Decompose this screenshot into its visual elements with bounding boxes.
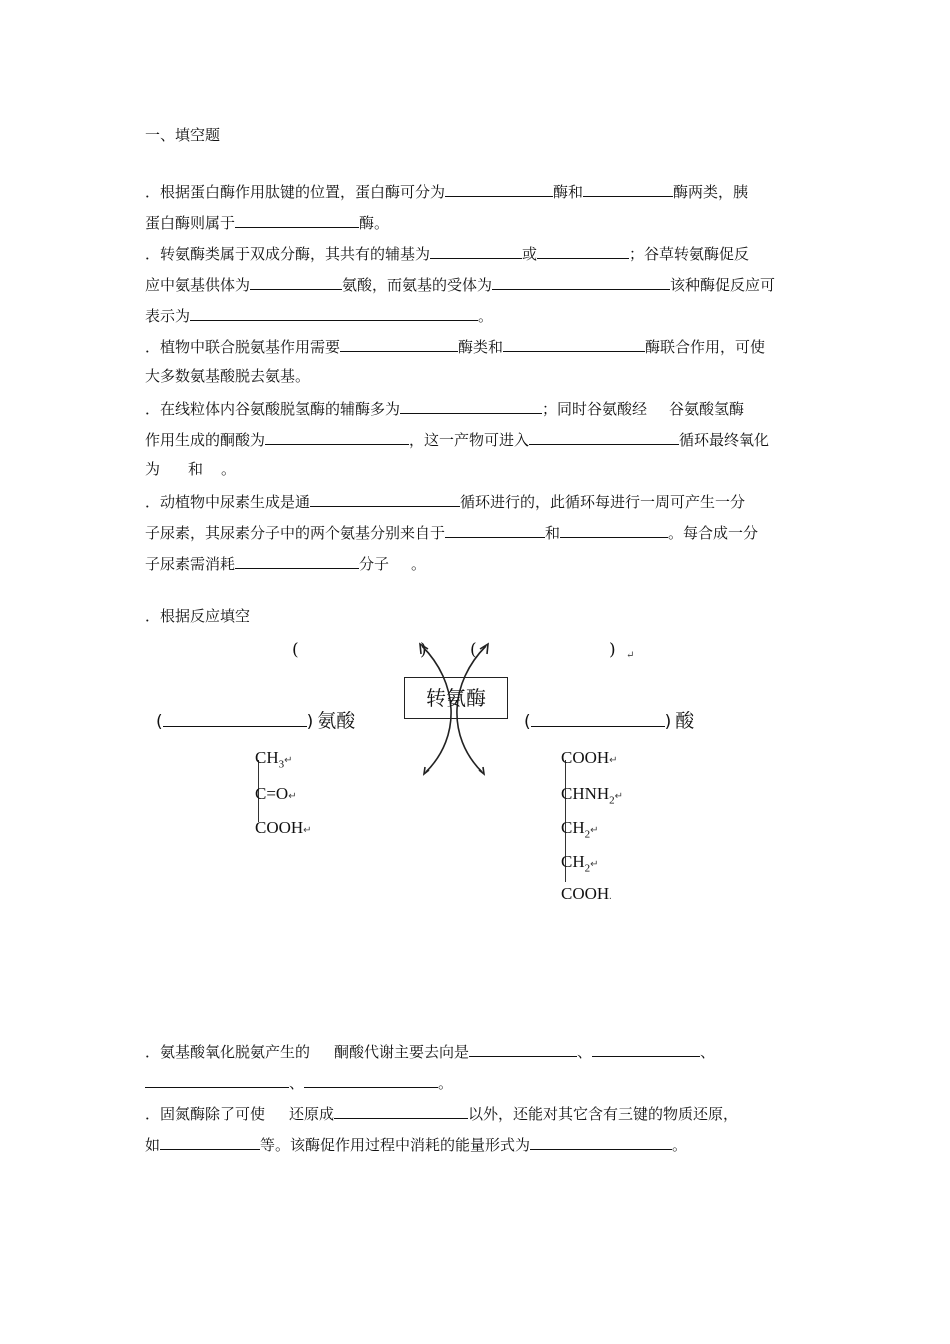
q2-blank-4[interactable] (492, 273, 670, 290)
left-reactant-blank[interactable] (163, 708, 307, 727)
section-title: 一、填空题 (145, 126, 221, 144)
q4-text-c: 谷氨酸氢酶 (669, 400, 745, 418)
q3-text-c: 酶联合作用，可使 (645, 338, 766, 356)
q2-blank-2[interactable] (537, 242, 629, 259)
q7-blank-3[interactable] (145, 1071, 289, 1088)
q6-text-a: ．根据反应填空 (145, 607, 251, 625)
left-formula-line-2: C=O↵ (255, 784, 297, 803)
q2-line-3 (145, 304, 815, 327)
q7-text-d: 、 (700, 1043, 716, 1061)
right-product-blank[interactable] (531, 708, 665, 727)
q8-line-1 (145, 1102, 815, 1125)
q1-blank-2[interactable] (583, 180, 673, 197)
q8-text-a: ．固氮酶除了可使 (145, 1105, 266, 1123)
q8-text-b: 还原成 (289, 1105, 335, 1123)
q8-blank-1[interactable] (334, 1102, 468, 1119)
q1-blank-3[interactable] (235, 211, 359, 228)
right-formula-line-3: $CH_2↵$ (561, 818, 599, 841)
q8-line-2 (145, 1133, 815, 1156)
q5-text-e: 。每合成一分 (668, 524, 759, 542)
q7-blank-1[interactable] (469, 1040, 577, 1057)
q2-text-d: 应中氨基供体为 (145, 276, 251, 294)
q2-line-2 (145, 273, 815, 296)
q2-blank-3[interactable] (250, 273, 342, 290)
q1-blank-1[interactable] (445, 180, 553, 197)
q1-text-e: 酶。 (359, 214, 390, 232)
q8-text-c: 以外，还能对其它含有三键的物质还原， (468, 1105, 739, 1123)
q4-blank-2[interactable] (265, 428, 409, 445)
q7-text-e: 、 (289, 1074, 305, 1092)
q5-text-h: 。 (411, 555, 427, 573)
q3-text-d: 大多数氨基酸脱去氨基。 (145, 367, 311, 385)
q7-blank-2[interactable] (592, 1040, 700, 1057)
left-paren-close: ) (306, 712, 314, 732)
q1-text-c: 酶两类，胰 (673, 183, 749, 201)
right-suffix: 酸 (675, 710, 695, 732)
q5-blank-3[interactable] (560, 521, 668, 538)
q1-text-a: ．根据蛋白酶作用肽键的位置，蛋白酶可分为 (145, 183, 446, 201)
q4-text-b: ；同时谷氨酸经 (542, 400, 648, 418)
q5-text-d: 和 (545, 524, 561, 542)
q8-blank-2[interactable] (160, 1133, 260, 1150)
q7-text-b: 酮酸代谢主要去向是 (334, 1043, 470, 1061)
q2-blank-1[interactable] (430, 242, 522, 259)
top-left-paren-open: ( (292, 640, 299, 660)
return-mark-1: ↵ (626, 650, 635, 661)
q4-text-e: ，这一产物可进入 (409, 431, 530, 449)
q5-blank-4[interactable] (235, 552, 359, 569)
q2-line-1 (145, 242, 815, 265)
q2-blank-5[interactable] (190, 304, 478, 321)
q5-blank-1[interactable] (310, 490, 460, 507)
q2-text-c: ；谷草转氨酶促反 (629, 245, 750, 263)
left-formula-line-1: $CH_3↵$ (255, 748, 293, 771)
q1-text-b: 酶和 (553, 183, 584, 201)
left-reactant-label (156, 706, 355, 733)
top-left-paren-close: ) (420, 640, 427, 660)
q7-line-2 (145, 1071, 815, 1094)
q4-text-g: 为 (145, 460, 161, 478)
q8-text-e: 等。该酶促作用过程中消耗的能量形式为 (260, 1136, 531, 1154)
q2-text-a: ．转氨酶类属于双成分酶，其共有的辅基为 (145, 245, 431, 263)
q4-text-a: ．在线粒体内谷氨酸脱氢酶的辅酶多为 (145, 400, 401, 418)
right-product-label (524, 706, 694, 733)
q2-text-g: 表示为 (145, 307, 191, 325)
q3-blank-2[interactable] (503, 335, 645, 352)
q5-text-f: 子尿素需消耗 (145, 555, 236, 573)
q4-line-3 (145, 459, 815, 480)
enzyme-box: 转氨酶 (404, 677, 508, 719)
q5-line-1 (145, 490, 815, 513)
q2-text-h: 。 (478, 307, 494, 325)
q4-text-h: 和 (188, 460, 204, 478)
q4-line-2 (145, 428, 815, 451)
q5-line-3 (145, 552, 815, 575)
q5-text-a: ．动植物中尿素生成是通 (145, 493, 311, 511)
q3-blank-1[interactable] (340, 335, 458, 352)
right-formula-line-2: $CHNH_2↵$ (561, 784, 624, 807)
q4-blank-1[interactable] (400, 397, 542, 414)
q3-text-b: 酶类和 (458, 338, 504, 356)
q7-text-c: 、 (577, 1043, 593, 1061)
q8-text-d: 如 (145, 1136, 161, 1154)
q5-text-c: 子尿素，其尿素分子中的两个氨基分别来自于 (145, 524, 446, 542)
q6-line-1 (145, 606, 815, 627)
top-right-paren-close: ) (609, 640, 616, 660)
q7-text-f: 。 (438, 1074, 454, 1092)
q1-line-2 (145, 211, 815, 234)
q5-text-g: 分子 (359, 555, 390, 573)
q7-blank-4[interactable] (304, 1071, 438, 1088)
q2-text-f: 该种酶促反应可 (670, 276, 776, 294)
q5-text-b: 循环进行的，此循环每进行一周可产生一分 (460, 493, 746, 511)
q4-line-1 (145, 397, 815, 420)
q1-line-1 (145, 180, 815, 203)
top-right-paren-open: ( (470, 640, 477, 660)
q3-line-1 (145, 335, 815, 358)
q2-text-e: 氨酸，而氨基的受体为 (342, 276, 493, 294)
q4-blank-3[interactable] (529, 428, 679, 445)
q7-line-1 (145, 1040, 815, 1063)
q5-blank-2[interactable] (445, 521, 545, 538)
q3-text-a: ．植物中联合脱氨基作用需要 (145, 338, 341, 356)
right-paren-close: ) (664, 712, 672, 732)
q3-line-2 (145, 366, 815, 387)
q8-text-f: 。 (672, 1136, 688, 1154)
q7-text-a: ．氨基酸氧化脱氨产生的 (145, 1043, 311, 1061)
right-formula-line-4: $CH_2↵$ (561, 852, 599, 875)
q8-blank-3[interactable] (530, 1133, 672, 1150)
left-paren-open: ( (156, 712, 163, 732)
q4-text-i: 。 (221, 460, 237, 478)
right-formula-line-1: COOH↵ (561, 748, 618, 767)
q4-text-d: 作用生成的酮酸为 (145, 431, 266, 449)
q5-line-2 (145, 521, 815, 544)
left-formula-line-3: COOH↵ (255, 818, 312, 837)
right-formula-line-5: COOH. (561, 884, 612, 903)
q1-text-d: 蛋白酶则属于 (145, 214, 236, 232)
right-paren-open: ( (524, 712, 531, 732)
left-suffix: 氨酸 (317, 710, 356, 732)
q4-text-f: 循环最终氧化 (679, 431, 770, 449)
q2-text-b: 或 (522, 245, 538, 263)
